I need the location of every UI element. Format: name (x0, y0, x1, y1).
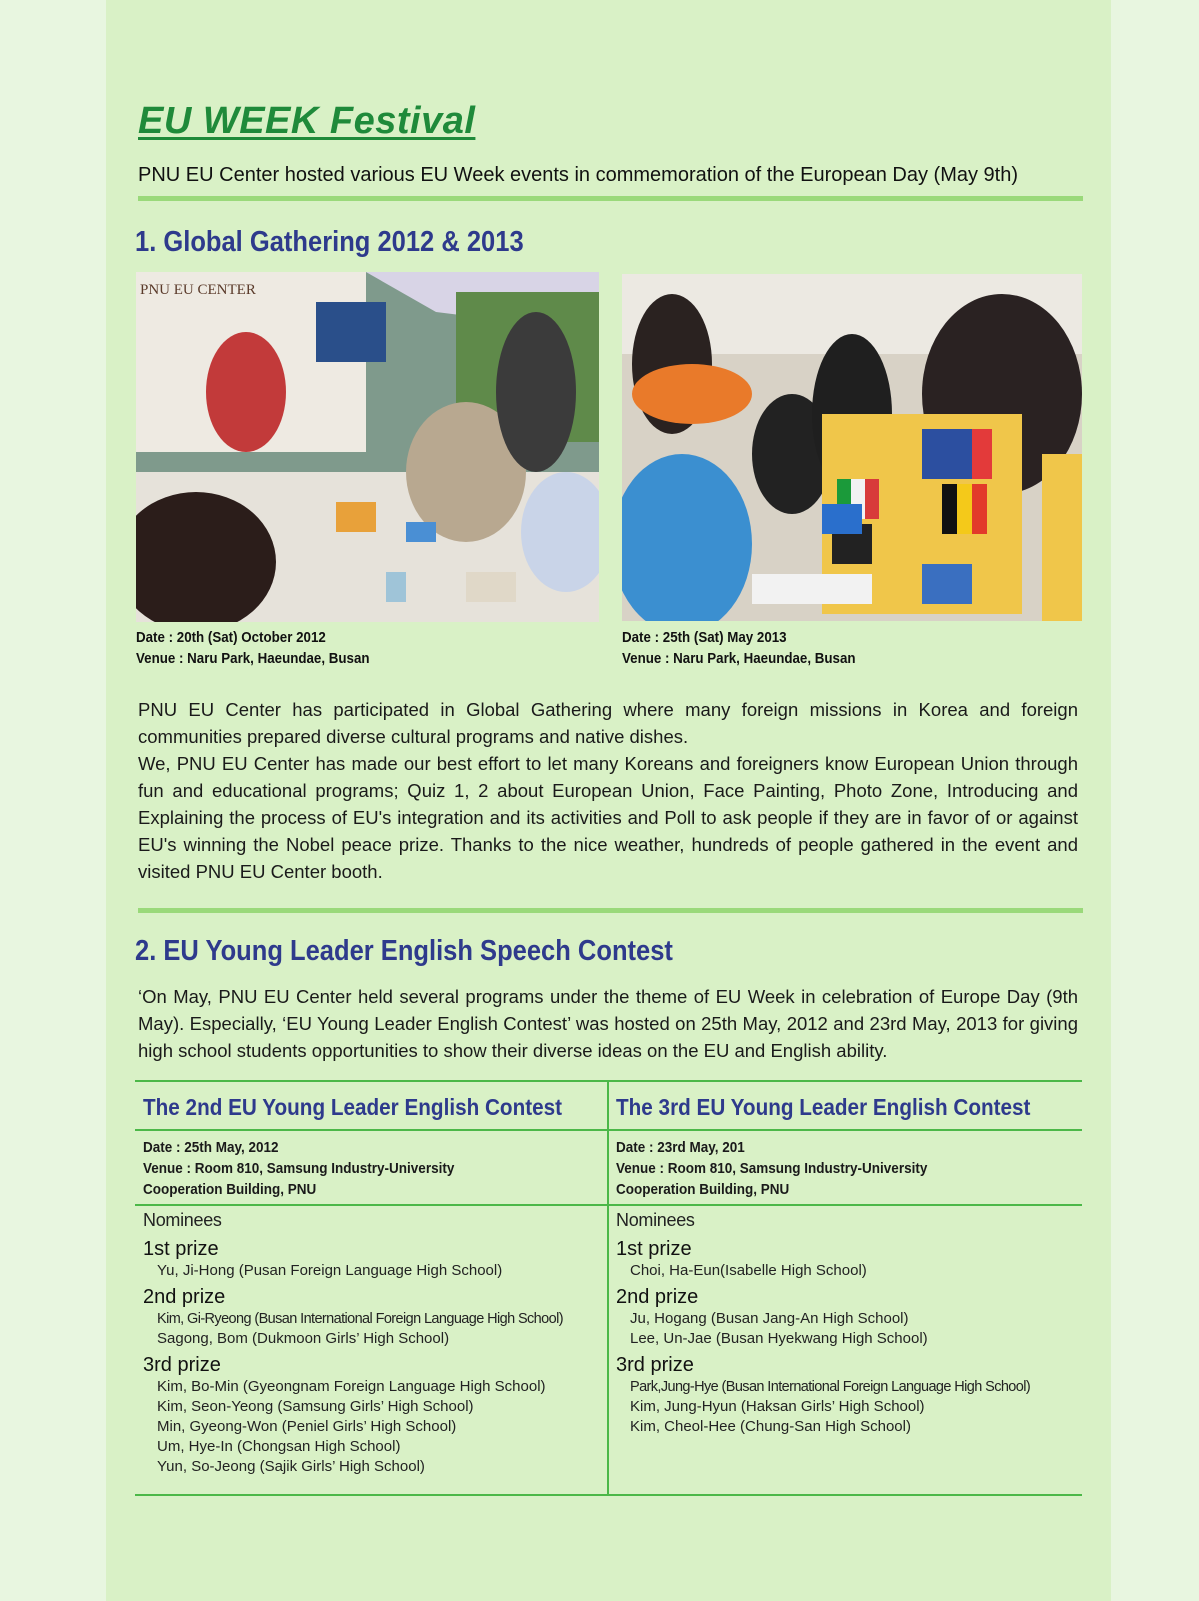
first-prize-list (630, 1261, 1086, 1281)
second-prize-label: 2nd prize (616, 1286, 699, 1308)
third-prize-label: 3rd prize (143, 1354, 221, 1376)
first-prize-list (157, 1261, 613, 1281)
intro-text: PNU EU Center hosted various EU Week events in commemoration of the European Day (May 9th) (138, 164, 1019, 186)
third-prize-list (157, 1377, 613, 1477)
photo1-date: Date : 20th (Sat) October 2012 (136, 630, 326, 646)
divider (138, 908, 1083, 913)
section2-paragraph: ‘On May, PNU EU Center held several programs under the theme of EU Week in celebration of Europe Day (9th May). Especially, ‘EU Young Leader English Contest’ was hosted on 25th May, 2012 and 23rd May, 2013 for giving high school students opportunities to show their diverse ideas on the EU and English ability. (138, 986, 1078, 1061)
winner-name: Sagong, Bom (Dukmoon Girls’ High School) (157, 1330, 450, 1347)
contest2-venue-line1: Venue : Room 810, Samsung Industry-University (143, 1160, 455, 1177)
photo2-caption (622, 628, 856, 670)
winner-name: Kim, Gi-Ryeong (Busan International Foreign Language High School) (157, 1311, 563, 1327)
winner-name: Min, Gyeong-Won (Peniel Girls’ High School) (157, 1418, 457, 1435)
first-prize-label: 1st prize (143, 1238, 219, 1260)
contest3-results (616, 1210, 1086, 1441)
photo2-date: Date : 25th (Sat) May 2013 (622, 630, 787, 646)
first-prize-label: 1st prize (616, 1238, 692, 1260)
winner-name: Ju, Hogang (Busan Jang-An High School) (630, 1310, 909, 1327)
section1-body (138, 696, 1078, 885)
nominees-label: Nominees (616, 1210, 695, 1230)
section1-paragraph2: We, PNU EU Center has made our best effort to let many Koreans and foreigners know European Union through fun and educational programs; Quiz 1, 2 about European Union, Face Painting, Photo Zone, Introducing and Explaining the process of EU's integration and its activities and Poll to ask people if they are in favor of or against EU's winning the Nobel peace prize. Thanks to the nice weather, hundreds of people gathered in the event and visited PNU EU Center booth. (138, 753, 1078, 882)
contest3-venue-line2: Cooperation Building, PNU (616, 1181, 790, 1198)
winner-name: Um, Hye-In (Chongsan High School) (157, 1438, 401, 1455)
divider (138, 196, 1083, 201)
section2-body (138, 983, 1078, 1064)
photo2-venue: Venue : Naru Park, Haeundae, Busan (622, 651, 856, 667)
photo1-caption (136, 628, 370, 670)
second-prize-list (157, 1309, 613, 1349)
winner-name: Kim, Cheol-Hee (Chung-San High School) (630, 1418, 911, 1435)
contest2-results (143, 1210, 613, 1481)
page-title: EU WEEK Festival (138, 100, 476, 142)
booth-sign-text: PNU EU CENTER (140, 282, 256, 298)
winner-name: Park,Jung-Hye (Busan International Foreign Language High School) (630, 1379, 1031, 1395)
third-prize-label: 3rd prize (616, 1354, 694, 1376)
third-prize-list (630, 1377, 1086, 1437)
second-prize-label: 2nd prize (143, 1286, 226, 1308)
winner-name: Kim, Bo-Min (Gyeongnam Foreign Language High School) (157, 1378, 546, 1395)
photo-global-gathering-2012 (136, 272, 599, 622)
photo-global-gathering-2013 (622, 274, 1082, 621)
nominees-label: Nominees (143, 1210, 222, 1230)
section1-heading: 1. Global Gathering 2012 & 2013 (135, 226, 524, 258)
photo1-venue: Venue : Naru Park, Haeundae, Busan (136, 651, 370, 667)
contest-table (135, 1080, 1082, 1496)
winner-name: Kim, Jung-Hyun (Haksan Girls’ High School) (630, 1398, 925, 1415)
contest3-venue-line1: Venue : Room 810, Samsung Industry-University (616, 1160, 928, 1177)
winner-name: Yu, Ji-Hong (Pusan Foreign Language High School) (157, 1262, 503, 1279)
contest2-title: The 2nd EU Young Leader English Contest (143, 1094, 563, 1120)
section1-paragraph1: PNU EU Center has participated in Global Gathering where many foreign missions in Korea and foreign communities prepared diverse cultural programs and native dishes. (138, 699, 1078, 747)
section2-heading: 2. EU Young Leader English Speech Contest (135, 935, 673, 967)
winner-name: Yun, So-Jeong (Sajik Girls’ High School) (157, 1458, 425, 1475)
winner-name: Choi, Ha-Eun(Isabelle High School) (630, 1262, 867, 1279)
contest2-venue-line2: Cooperation Building, PNU (143, 1181, 317, 1198)
second-prize-list (630, 1309, 1086, 1349)
contest3-date: Date : 23rd May, 201 (616, 1139, 745, 1156)
contest3-title: The 3rd EU Young Leader English Contest (616, 1094, 1031, 1120)
winner-name: Lee, Un-Jae (Busan Hyekwang High School) (630, 1330, 928, 1347)
contest2-date: Date : 25th May, 2012 (143, 1139, 279, 1156)
winner-name: Kim, Seon-Yeong (Samsung Girls’ High School) (157, 1398, 474, 1415)
contest2-info (143, 1137, 454, 1200)
contest3-info (616, 1137, 927, 1200)
